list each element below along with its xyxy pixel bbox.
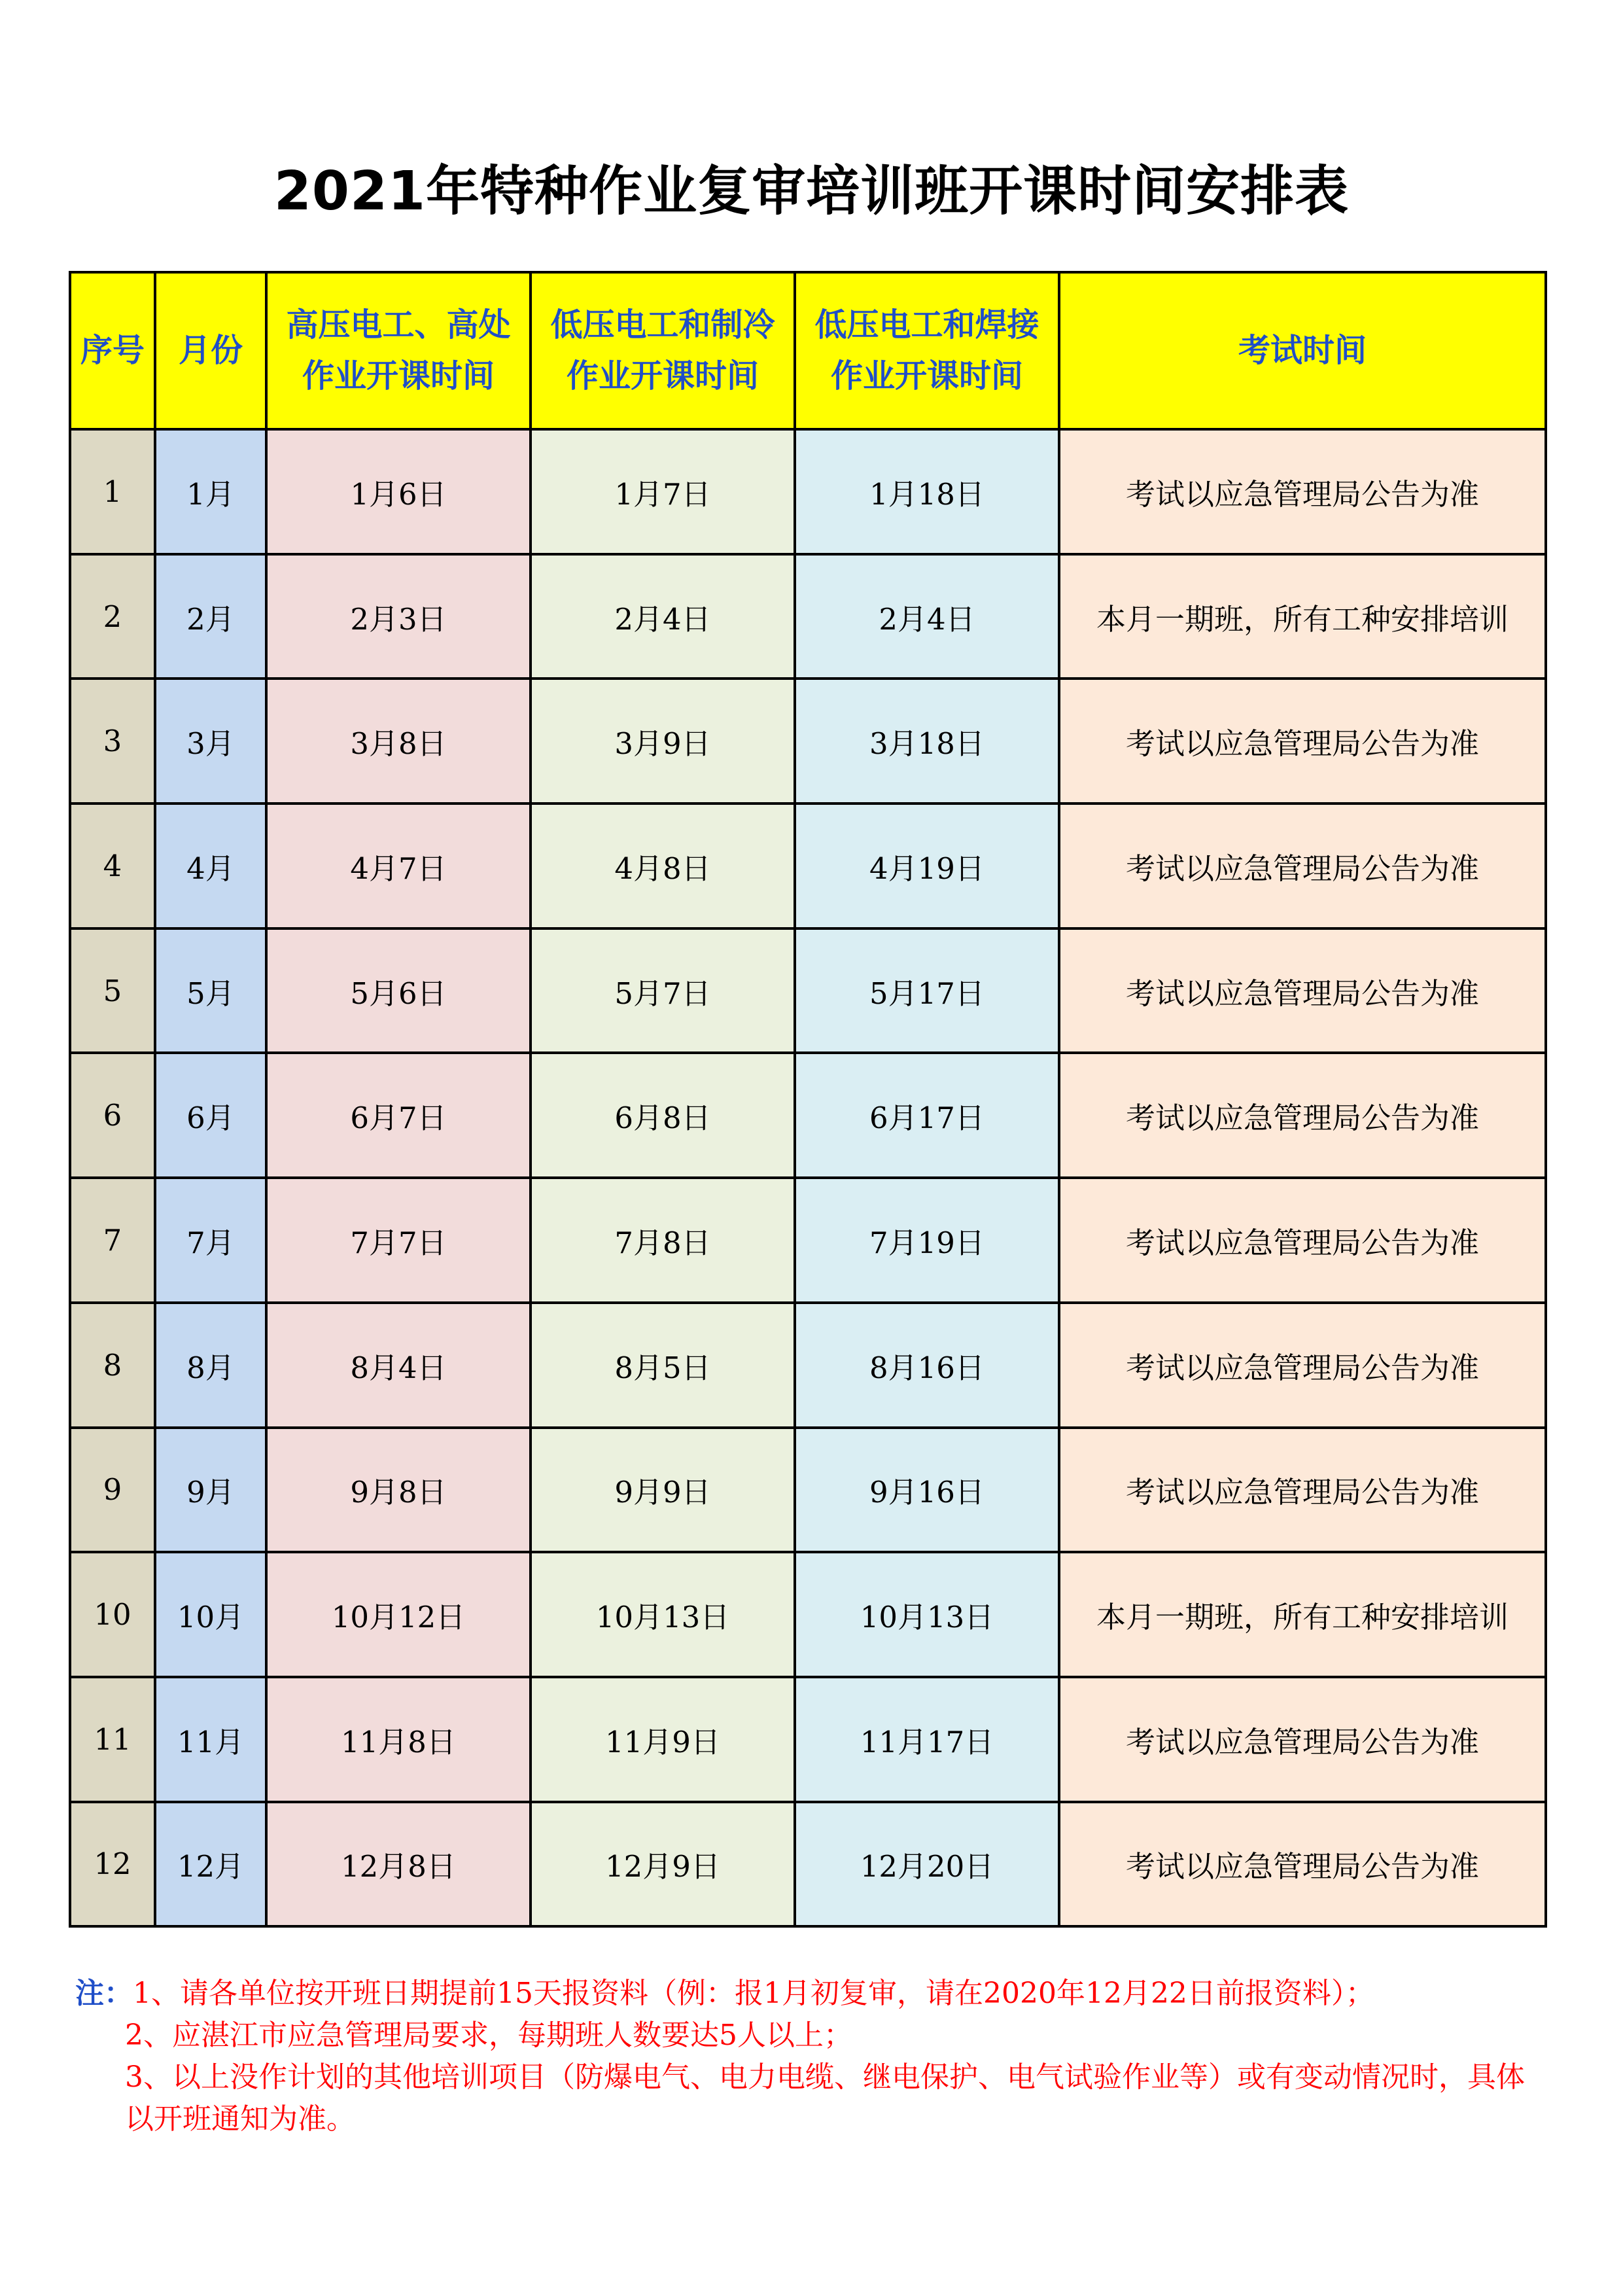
note-item-2: 2、应湛江市应急管理局要求，每期班人数要达5人以上； [125, 2019, 852, 2052]
cell-month: 11月 [155, 1677, 266, 1802]
cell-exam: 本月一期班，所有工种安排培训 [1059, 1552, 1546, 1677]
cell-exam: 考试以应急管理局公告为准 [1059, 928, 1546, 1053]
table-row [70, 804, 1546, 928]
cell-lvr: 6月8日 [531, 1053, 795, 1178]
note-item-3: 3、以上没作计划的其他培训项目（防爆电气、电力电缆、继电保护、电气试验作业等）或有变动情况时，具体以开班通知为准。 [125, 2060, 1525, 2136]
cell-exam: 考试以应急管理局公告为准 [1059, 1428, 1546, 1553]
cell-hv: 1月6日 [266, 429, 531, 554]
cell-lvw: 10月13日 [795, 1552, 1059, 1677]
cell-exam: 考试以应急管理局公告为准 [1059, 1677, 1546, 1802]
cell-no: 11 [70, 1677, 155, 1802]
cell-exam: 本月一期班，所有工种安排培训 [1059, 554, 1546, 679]
cell-month: 8月 [155, 1303, 266, 1428]
cell-lvw: 11月17日 [795, 1677, 1059, 1802]
cell-hv: 4月7日 [266, 804, 531, 928]
cell-hv: 2月3日 [266, 554, 531, 679]
cell-no: 9 [70, 1428, 155, 1553]
cell-exam: 考试以应急管理局公告为准 [1059, 1802, 1546, 1927]
cell-lvw: 4月19日 [795, 804, 1059, 928]
header-hv [266, 272, 531, 429]
cell-month: 7月 [155, 1178, 266, 1303]
cell-exam: 考试以应急管理局公告为准 [1059, 429, 1546, 554]
header-lvr [531, 272, 795, 429]
cell-lvw: 7月19日 [795, 1178, 1059, 1303]
cell-month: 4月 [155, 804, 266, 928]
cell-lvr: 3月9日 [531, 679, 795, 804]
cell-lvw: 1月18日 [795, 429, 1059, 554]
cell-hv: 3月8日 [266, 679, 531, 804]
table-row [70, 1178, 1546, 1303]
cell-hv: 6月7日 [266, 1053, 531, 1178]
cell-lvw: 2月4日 [795, 554, 1059, 679]
cell-exam: 考试以应急管理局公告为准 [1059, 679, 1546, 804]
table-row [70, 679, 1546, 804]
cell-month: 5月 [155, 928, 266, 1053]
table-row [70, 1053, 1546, 1178]
header-lvw-line2: 作业开课时间 [830, 357, 1023, 395]
cell-lvw: 5月17日 [795, 928, 1059, 1053]
header-lvw [795, 272, 1059, 429]
cell-lvr: 7月8日 [531, 1178, 795, 1303]
table-row [70, 1802, 1546, 1927]
cell-exam: 考试以应急管理局公告为准 [1059, 1178, 1546, 1303]
table-row [70, 1677, 1546, 1802]
header-hv-line1: 高压电工、高处 [286, 306, 511, 344]
header-month: 月份 [155, 272, 266, 429]
table-row [70, 1428, 1546, 1553]
note-text-1: 1、请各单位按开班日期提前15天报资料（例：报1月初复审，请在2020年12月22日前报资料）； [133, 1977, 1374, 2010]
table-row [70, 429, 1546, 554]
cell-month: 10月 [155, 1552, 266, 1677]
cell-no: 6 [70, 1053, 155, 1178]
cell-lvr: 1月7日 [531, 429, 795, 554]
cell-exam: 考试以应急管理局公告为准 [1059, 1053, 1546, 1178]
cell-no: 12 [70, 1802, 155, 1927]
header-exam: 考试时间 [1059, 272, 1546, 429]
cell-month: 1月 [155, 429, 266, 554]
cell-lvr: 12月9日 [531, 1802, 795, 1927]
cell-lvr: 11月9日 [531, 1677, 795, 1802]
cell-exam: 考试以应急管理局公告为准 [1059, 1303, 1546, 1428]
cell-hv: 8月4日 [266, 1303, 531, 1428]
cell-month: 3月 [155, 679, 266, 804]
cell-month: 9月 [155, 1428, 266, 1553]
cell-lvw: 12月20日 [795, 1802, 1059, 1927]
cell-hv: 11月8日 [266, 1677, 531, 1802]
page-title: 2021年特种作业复审培训班开课时间安排表 [273, 160, 1350, 222]
cell-no: 8 [70, 1303, 155, 1428]
table-row [70, 1552, 1546, 1677]
header-lvr-line2: 作业开课时间 [566, 357, 759, 395]
cell-lvw: 6月17日 [795, 1053, 1059, 1178]
cell-lvr: 8月5日 [531, 1303, 795, 1428]
cell-hv: 7月7日 [266, 1178, 531, 1303]
cell-no: 4 [70, 804, 155, 928]
cell-month: 12月 [155, 1802, 266, 1927]
header-lvr-line1: 低压电工和制冷 [550, 306, 775, 344]
cell-month: 2月 [155, 554, 266, 679]
cell-no: 3 [70, 679, 155, 804]
table-row [70, 1303, 1546, 1428]
cell-hv: 12月8日 [266, 1802, 531, 1927]
table-row [70, 554, 1546, 679]
header-lvw-line1: 低压电工和焊接 [814, 306, 1039, 344]
cell-lvw: 8月16日 [795, 1303, 1059, 1428]
table-row [70, 928, 1546, 1053]
cell-lvw: 3月18日 [795, 679, 1059, 804]
cell-exam: 考试以应急管理局公告为准 [1059, 804, 1546, 928]
cell-no: 7 [70, 1178, 155, 1303]
cell-no: 5 [70, 928, 155, 1053]
cell-lvr: 4月8日 [531, 804, 795, 928]
header-no: 序号 [70, 272, 155, 429]
cell-no: 10 [70, 1552, 155, 1677]
cell-lvr: 9月9日 [531, 1428, 795, 1553]
cell-lvr: 5月7日 [531, 928, 795, 1053]
cell-hv: 10月12日 [266, 1552, 531, 1677]
cell-no: 2 [70, 554, 155, 679]
cell-hv: 9月8日 [266, 1428, 531, 1553]
cell-lvr: 2月4日 [531, 554, 795, 679]
note-item-1 [75, 1973, 1541, 2015]
cell-lvr: 10月13日 [531, 1552, 795, 1677]
cell-lvw: 9月16日 [795, 1428, 1059, 1553]
schedule-table [69, 271, 1547, 1928]
cell-no: 1 [70, 429, 155, 554]
note-prefix: 注： [75, 1977, 133, 2010]
cell-hv: 5月6日 [266, 928, 531, 1053]
header-hv-line2: 作业开课时间 [302, 357, 495, 395]
cell-month: 6月 [155, 1053, 266, 1178]
header-row [70, 272, 1546, 429]
notes-section [75, 1973, 1541, 2140]
